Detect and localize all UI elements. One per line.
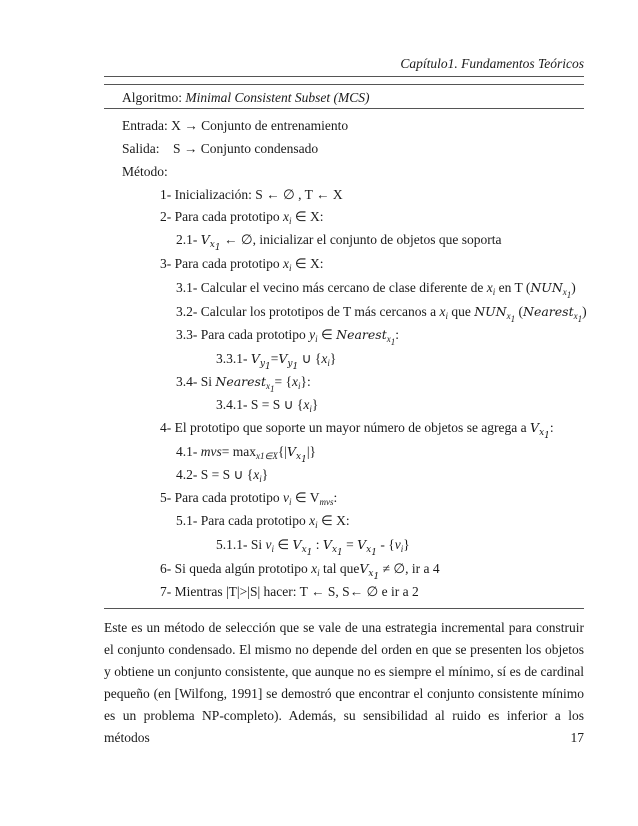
step-1: 1- Inicialización: S ← ∅ , T ← X <box>160 187 343 202</box>
step-2: 2- Para cada prototipo $x_i$ ∈ X: <box>160 209 324 226</box>
step-5-1-1: 5.1.1- Si $v_i$ ∈ $V_{x_1}$ : $V_{x_1} = V_{x_1} - \{v_i\}$ <box>216 537 410 558</box>
algo-output: Salida: S → Conjunto condensado <box>122 141 319 156</box>
chapter-header: Capítulo1. Fundamentos Teóricos <box>400 56 584 71</box>
page-number: 17 <box>570 730 584 745</box>
step-6: 6- Si queda algún prototipo $x_i$ tal queV$_{x_1}$ ≠ ∅, ir a 4 <box>160 561 440 582</box>
algorithm-bottom-rule <box>104 608 584 609</box>
step-3-3-1: 3.3.1- $V_{y_1}=V_{y_1}$ ∪ $\{x_i\}$ <box>216 351 337 372</box>
algo-method: Método: <box>122 164 168 179</box>
body-paragraph: Este es un método de selección que se vale de una estrategia incremental para construir el conjunto condensado. El mismo no depende del orden en que se presenten los objetos y obtiene un conjunto consistente, que aunque no es siempre el mínimo, sí es de cardinal pequeño (en [Wilfong, 1991] se demostró que encontrar el conjunto consistente mínimo es un problema NP-completo). Además, su sensibilidad al ruido es inferior a los métodos <box>104 620 584 745</box>
algo-input: Entrada: X → Conjunto de entrenamiento <box>122 118 349 133</box>
step-3-4: 3.4- Si Nearest$_{x_1}$= $\{x_i\}$: <box>176 374 311 394</box>
step-3-2: 3.2- Calcular los prototipos de T más cercanos a $x_i$ que $NUN_{x_1}$ (Nearest$_{x_1}$) <box>176 304 587 324</box>
step-4-2: 4.2- S = S ∪ $\{x_i\}$ <box>176 467 269 484</box>
step-2-1: 2.1- $V_{x_1}$ ← ∅, inicializar el conjunto de objetos que soporta <box>176 232 502 253</box>
step-5: 5- Para cada prototipo $v_i$ ∈ $V_{mvs}$: <box>160 490 338 507</box>
header-rule <box>104 76 584 77</box>
step-3: 3- Para cada prototipo $x_i$ ∈ X: <box>160 256 324 273</box>
step-7: 7- Mientras |T|>|S| hacer: T ← S, S← ∅ e ir a 2 <box>160 584 419 599</box>
step-4: 4- El prototipo que soporte un mayor número de objetos se agrega a $V_{x_1}$: <box>160 420 554 441</box>
step-3-1: 3.1- Calcular el vecino más cercano de clase diferente de $x_i$ en T $(NUN_{x_1})$ <box>176 280 576 300</box>
algorithm-title-rule <box>104 108 584 109</box>
algorithm-title: Algoritmo: Minimal Consistent Subset (MCS) <box>122 90 370 105</box>
algorithm-top-rule <box>104 84 584 85</box>
step-3-3: 3.3- Para cada prototipo $y_i$ ∈ Nearest$_{x_1}$: <box>176 327 399 347</box>
step-4-1: 4.1- $mvs= \max_{x1\in X}\{|V_{x_1}|\}$ <box>176 444 317 465</box>
step-3-4-1: 3.4.1- S = S ∪ $\{x_i\}$ <box>216 397 319 414</box>
step-5-1: 5.1- Para cada prototipo $x_i$ ∈ X: <box>176 513 350 530</box>
